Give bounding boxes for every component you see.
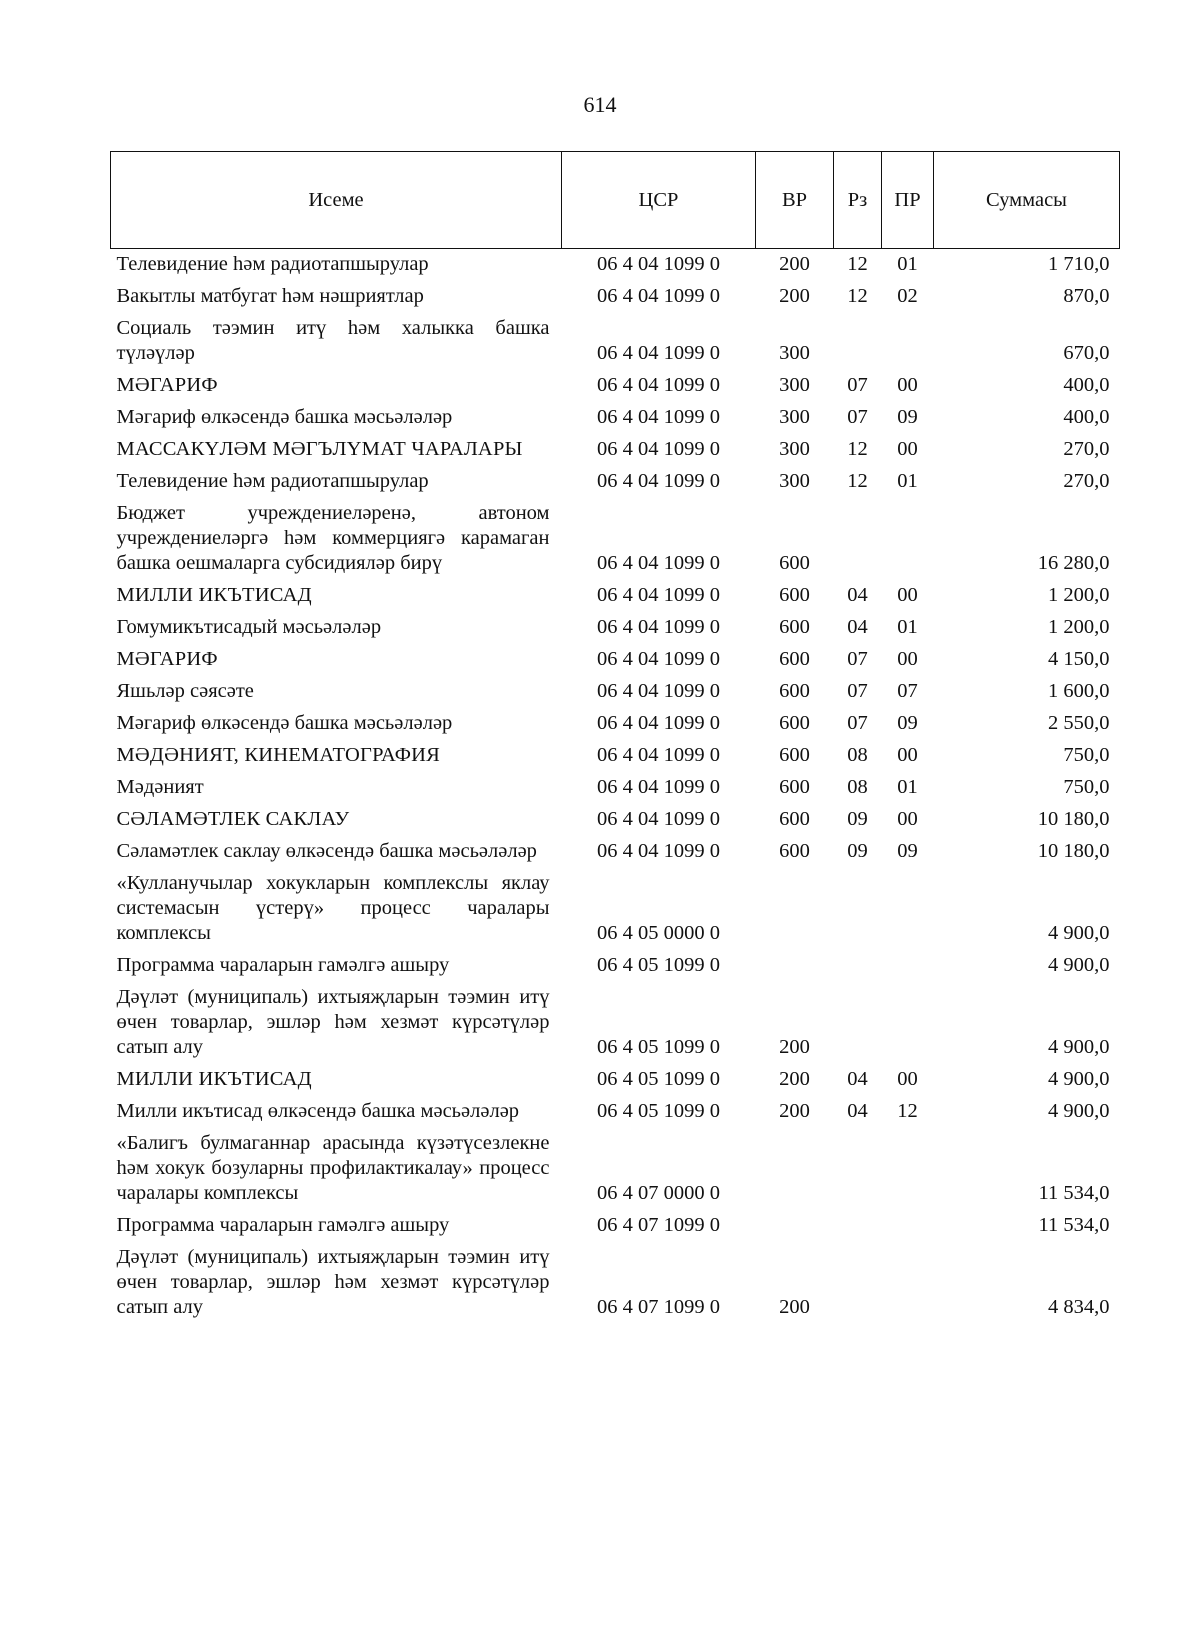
cell-vr: 200 <box>779 1036 810 1058</box>
cell-rz <box>834 1210 882 1242</box>
cell-vr: 600 <box>779 840 810 862</box>
table-row <box>111 982 1120 1064</box>
page-number: 614 <box>583 92 617 117</box>
cell-csr: 06 4 04 1099 0 <box>597 438 720 460</box>
cell-rz: 12 <box>847 470 868 492</box>
cell-name: Яшьләр сәясәте <box>116 680 254 702</box>
table-row <box>111 1096 1120 1128</box>
cell-pr: 02 <box>897 285 918 307</box>
cell-sum: 270,0 <box>1063 438 1110 460</box>
cell-sum: 1 600,0 <box>1048 680 1110 702</box>
cell-csr: 06 4 05 1099 0 <box>597 1068 720 1090</box>
table-row <box>111 466 1120 498</box>
cell-vr: 600 <box>779 808 810 830</box>
cell-csr: 06 4 04 1099 0 <box>597 648 720 670</box>
header-vr: ВР <box>756 152 834 249</box>
cell-vr: 200 <box>779 1100 810 1122</box>
cell-sum: 1 200,0 <box>1048 616 1110 638</box>
cell-pr: 07 <box>897 680 918 702</box>
cell-rz <box>834 950 882 982</box>
cell-name: МӘДӘНИЯТ, КИНЕМАТОГРАФИЯ <box>116 744 441 766</box>
cell-csr: 06 4 04 1099 0 <box>597 374 720 396</box>
cell-pr: 00 <box>897 584 918 606</box>
cell-rz: 07 <box>847 712 868 734</box>
cell-vr: 600 <box>779 712 810 734</box>
cell-rz: 07 <box>847 648 868 670</box>
cell-vr: 200 <box>779 1296 810 1318</box>
cell-name: Социаль тәэмин итү һәм халыкка башка түләүләр <box>116 317 550 364</box>
cell-csr: 06 4 05 1099 0 <box>597 1100 720 1122</box>
cell-vr: 600 <box>779 680 810 702</box>
table-row <box>111 370 1120 402</box>
cell-name: Телевидение һәм радиотапшырулар <box>116 253 429 275</box>
cell-sum: 270,0 <box>1063 470 1110 492</box>
cell-csr: 06 4 04 1099 0 <box>597 744 720 766</box>
cell-vr: 600 <box>779 616 810 638</box>
cell-pr: 12 <box>897 1100 918 1122</box>
cell-csr: 06 4 04 1099 0 <box>597 616 720 638</box>
cell-sum: 1 710,0 <box>1048 253 1110 275</box>
cell-pr: 01 <box>897 470 918 492</box>
cell-rz: 04 <box>847 616 868 638</box>
cell-name: «Балигъ булмаганнар арасында күзәтүсезлекне һәм хокук бозуларны профилактикалау» процесс чаралары комплексы <box>116 1132 550 1204</box>
cell-pr: 09 <box>897 840 918 862</box>
cell-vr: 200 <box>779 253 810 275</box>
cell-name: Мәгариф өлкәсендә башка мәсьәләләр <box>116 712 453 734</box>
cell-rz <box>834 868 882 950</box>
table-row <box>111 498 1120 580</box>
cell-rz <box>834 313 882 370</box>
cell-pr: 09 <box>897 406 918 428</box>
cell-rz: 07 <box>847 680 868 702</box>
cell-pr <box>882 1210 934 1242</box>
table-row <box>111 1242 1120 1324</box>
cell-sum: 1 200,0 <box>1048 584 1110 606</box>
cell-name: МӘГАРИФ <box>116 648 218 670</box>
cell-vr: 300 <box>779 470 810 492</box>
cell-sum: 11 534,0 <box>1038 1214 1110 1236</box>
cell-sum: 10 180,0 <box>1037 808 1110 830</box>
cell-pr: 00 <box>897 374 918 396</box>
table-row <box>111 708 1120 740</box>
cell-name: Программа чараларын гамәлгә ашыру <box>116 1214 450 1236</box>
cell-sum: 4 900,0 <box>1048 922 1110 944</box>
cell-vr: 600 <box>779 648 810 670</box>
cell-vr: 300 <box>779 438 810 460</box>
cell-csr: 06 4 04 1099 0 <box>597 712 720 734</box>
cell-vr: 600 <box>779 552 810 574</box>
cell-rz: 07 <box>847 406 868 428</box>
cell-vr <box>756 1128 834 1210</box>
cell-rz <box>834 1128 882 1210</box>
cell-rz <box>834 1242 882 1324</box>
table-row <box>111 402 1120 434</box>
cell-name: Милли икътисад өлкәсендә башка мәсьәләләр <box>116 1100 520 1122</box>
cell-pr: 00 <box>897 648 918 670</box>
table-row <box>111 249 1120 282</box>
cell-name: СӘЛАМӘТЛЕК САКЛАУ <box>116 808 350 830</box>
cell-csr: 06 4 04 1099 0 <box>597 285 720 307</box>
cell-name: Гомумикътисадый мәсьәләләр <box>116 616 382 638</box>
cell-rz: 04 <box>847 1068 868 1090</box>
cell-name: «Кулланучылар хокукларын комплекслы яклау системасын үстерү» процесс чаралары комплексы <box>116 872 550 944</box>
table-row <box>111 313 1120 370</box>
cell-pr <box>882 868 934 950</box>
table-row <box>111 281 1120 313</box>
cell-sum: 400,0 <box>1063 406 1110 428</box>
cell-name: МӘГАРИФ <box>116 374 218 396</box>
cell-rz: 09 <box>847 808 868 830</box>
cell-rz <box>834 498 882 580</box>
cell-pr <box>882 498 934 580</box>
table-row <box>111 836 1120 868</box>
cell-csr: 06 4 07 0000 0 <box>597 1182 720 1204</box>
cell-vr: 200 <box>779 1068 810 1090</box>
table-row <box>111 644 1120 676</box>
cell-csr: 06 4 04 1099 0 <box>597 840 720 862</box>
cell-sum: 870,0 <box>1063 285 1110 307</box>
cell-pr <box>882 1242 934 1324</box>
cell-csr: 06 4 07 1099 0 <box>597 1214 720 1236</box>
cell-name: МИЛЛИ ИКЪТИСАД <box>116 1068 312 1090</box>
cell-name: МИЛЛИ ИКЪТИСАД <box>116 584 312 606</box>
cell-vr: 600 <box>779 584 810 606</box>
cell-rz: 08 <box>847 744 868 766</box>
header-pr: ПР <box>882 152 934 249</box>
header-rz: Рз <box>834 152 882 249</box>
cell-rz: 09 <box>847 840 868 862</box>
cell-sum: 4 834,0 <box>1048 1296 1110 1318</box>
cell-csr: 06 4 04 1099 0 <box>597 552 720 574</box>
cell-name: Дәүләт (муниципаль) ихтыяҗларын тәэмин итү өчен товарлар, эшләр һәм хезмәт күрсәтүләр сатып алу <box>116 986 550 1058</box>
cell-name: Телевидение һәм радиотапшырулар <box>116 470 429 492</box>
cell-vr: 300 <box>779 342 810 364</box>
cell-name: Бюджет учреждениеләренә, автоном учреждениеләргә һәм коммерциягә карамаган башка оешмаларга субсидияләр бирү <box>116 502 550 574</box>
cell-sum: 750,0 <box>1063 744 1110 766</box>
table-row <box>111 1210 1120 1242</box>
table-body <box>111 249 1120 1325</box>
cell-sum: 2 550,0 <box>1048 712 1110 734</box>
cell-sum: 4 150,0 <box>1048 648 1110 670</box>
cell-name: Мәдәният <box>116 776 204 798</box>
cell-rz: 04 <box>847 584 868 606</box>
table-row <box>111 676 1120 708</box>
cell-sum: 4 900,0 <box>1048 954 1110 976</box>
cell-pr: 00 <box>897 1068 918 1090</box>
table-row <box>111 772 1120 804</box>
cell-vr <box>756 868 834 950</box>
cell-pr <box>882 950 934 982</box>
cell-sum: 670,0 <box>1063 342 1110 364</box>
cell-csr: 06 4 04 1099 0 <box>597 470 720 492</box>
cell-rz: 04 <box>847 1100 868 1122</box>
budget-table <box>110 151 1120 1324</box>
cell-csr: 06 4 04 1099 0 <box>597 406 720 428</box>
cell-rz: 08 <box>847 776 868 798</box>
cell-csr: 06 4 05 0000 0 <box>597 922 720 944</box>
cell-vr <box>756 1210 834 1242</box>
cell-csr: 06 4 04 1099 0 <box>597 776 720 798</box>
cell-pr <box>882 982 934 1064</box>
cell-pr: 09 <box>897 712 918 734</box>
table-row <box>111 868 1120 950</box>
cell-vr: 200 <box>779 285 810 307</box>
cell-csr: 06 4 05 1099 0 <box>597 1036 720 1058</box>
cell-csr: 06 4 05 1099 0 <box>597 954 720 976</box>
cell-csr: 06 4 07 1099 0 <box>597 1296 720 1318</box>
cell-vr <box>756 950 834 982</box>
cell-rz <box>834 982 882 1064</box>
cell-csr: 06 4 04 1099 0 <box>597 584 720 606</box>
table-row <box>111 434 1120 466</box>
cell-sum: 750,0 <box>1063 776 1110 798</box>
cell-vr: 300 <box>779 406 810 428</box>
table-header <box>111 152 1120 249</box>
cell-name: Сәламәтлек саклау өлкәсендә башка мәсьәләләр <box>116 840 537 862</box>
table-row <box>111 804 1120 836</box>
cell-csr: 06 4 04 1099 0 <box>597 342 720 364</box>
cell-sum: 16 280,0 <box>1037 552 1110 574</box>
cell-csr: 06 4 04 1099 0 <box>597 253 720 275</box>
table-row <box>111 1064 1120 1096</box>
cell-pr: 01 <box>897 616 918 638</box>
cell-sum: 4 900,0 <box>1048 1036 1110 1058</box>
cell-name: Дәүләт (муниципаль) ихтыяҗларын тәэмин итү өчен товарлар, эшләр һәм хезмәт күрсәтүләр сатып алу <box>116 1246 550 1318</box>
cell-sum: 400,0 <box>1063 374 1110 396</box>
cell-name: Мәгариф өлкәсендә башка мәсьәләләр <box>116 406 453 428</box>
header-sum: Суммасы <box>934 152 1120 249</box>
cell-name: Вакытлы матбугат һәм нәшриятлар <box>116 285 424 307</box>
cell-pr: 00 <box>897 438 918 460</box>
cell-pr <box>882 313 934 370</box>
cell-pr <box>882 1128 934 1210</box>
cell-sum: 4 900,0 <box>1048 1068 1110 1090</box>
cell-rz: 12 <box>847 438 868 460</box>
cell-pr: 00 <box>897 744 918 766</box>
table-row <box>111 612 1120 644</box>
cell-rz: 12 <box>847 253 868 275</box>
table-row <box>111 740 1120 772</box>
table-row <box>111 580 1120 612</box>
cell-vr: 600 <box>779 776 810 798</box>
cell-csr: 06 4 04 1099 0 <box>597 808 720 830</box>
cell-name: МАССАКҮЛӘМ МӘГЪЛҮМАТ ЧАРАЛАРЫ <box>116 438 523 460</box>
cell-rz: 07 <box>847 374 868 396</box>
table-row <box>111 1128 1120 1210</box>
cell-pr: 01 <box>897 253 918 275</box>
cell-sum: 10 180,0 <box>1037 840 1110 862</box>
cell-csr: 06 4 04 1099 0 <box>597 680 720 702</box>
table-row <box>111 950 1120 982</box>
cell-pr: 01 <box>897 776 918 798</box>
cell-name: Программа чараларын гамәлгә ашыру <box>116 954 450 976</box>
header-name: Исеме <box>111 152 562 249</box>
cell-rz: 12 <box>847 285 868 307</box>
cell-pr: 00 <box>897 808 918 830</box>
cell-sum: 4 900,0 <box>1048 1100 1110 1122</box>
cell-sum: 11 534,0 <box>1038 1182 1110 1204</box>
cell-vr: 300 <box>779 374 810 396</box>
header-csr: ЦСР <box>562 152 756 249</box>
cell-vr: 600 <box>779 744 810 766</box>
